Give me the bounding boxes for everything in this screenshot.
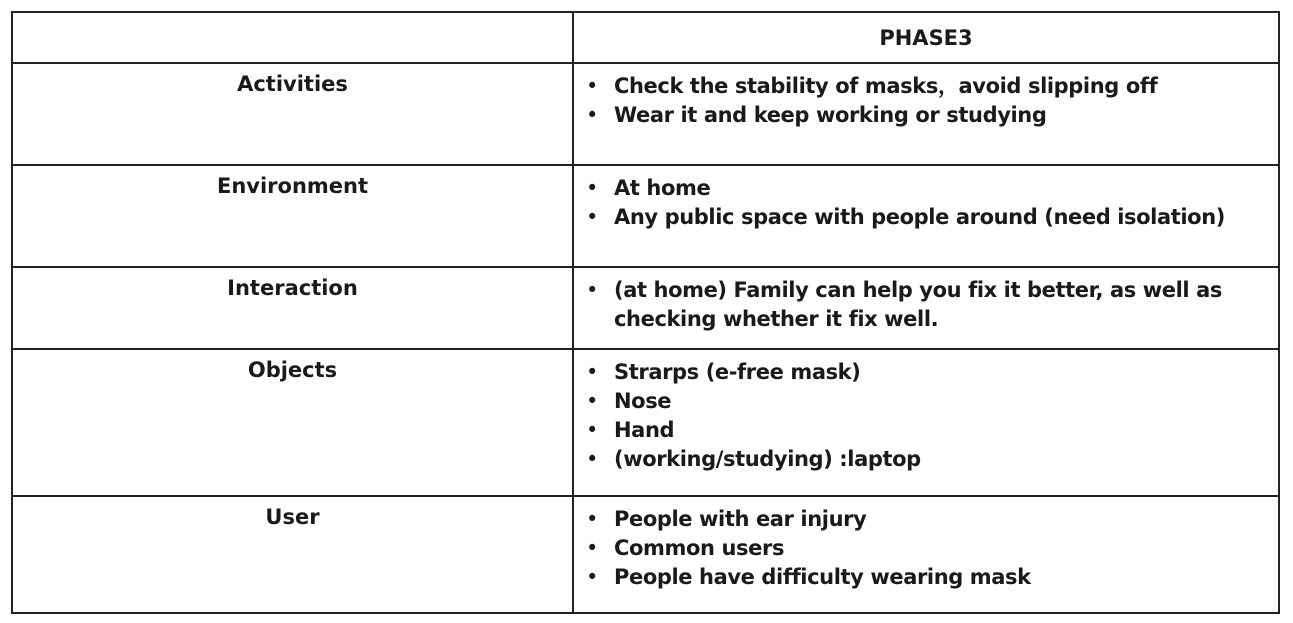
list-item: • Nose bbox=[586, 387, 1278, 416]
header-empty-cell bbox=[12, 12, 573, 63]
bullet-list bbox=[574, 505, 1278, 592]
row-content-interaction bbox=[573, 267, 1279, 349]
row-content-user bbox=[573, 496, 1279, 613]
row-content-objects bbox=[573, 349, 1279, 496]
row-content-environment bbox=[573, 165, 1279, 267]
list-item: • Wear it and keep working or studying bbox=[586, 101, 1278, 130]
phase-header: PHASE3 bbox=[573, 12, 1279, 63]
row-label-user: User bbox=[12, 496, 573, 613]
list-item: • Check the stability of masks，avoid slipping off bbox=[586, 72, 1278, 101]
table-row-interaction bbox=[12, 267, 1279, 349]
list-item: • People have difficulty wearing mask bbox=[586, 563, 1278, 592]
list-item: • Any public space with people around (need isolation) bbox=[586, 203, 1278, 232]
row-label-activities: Activities bbox=[12, 63, 573, 165]
table-row-objects bbox=[12, 349, 1279, 496]
list-item: • At home bbox=[586, 174, 1278, 203]
list-item: • People with ear injury bbox=[586, 505, 1278, 534]
header-row bbox=[12, 12, 1279, 63]
bullet-list bbox=[574, 174, 1278, 232]
aeiou-table bbox=[11, 11, 1280, 614]
row-label-interaction: Interaction bbox=[12, 267, 573, 349]
list-item: • (working/studying) :laptop bbox=[586, 445, 1278, 474]
row-content-activities bbox=[573, 63, 1279, 165]
list-item: • Strarps (e-free mask) bbox=[586, 358, 1278, 387]
list-item: • Common users bbox=[586, 534, 1278, 563]
row-label-environment: Environment bbox=[12, 165, 573, 267]
bullet-list bbox=[574, 72, 1278, 130]
bullet-list bbox=[574, 358, 1278, 474]
bullet-list bbox=[574, 276, 1278, 334]
list-item: • Hand bbox=[586, 416, 1278, 445]
table-row-environment bbox=[12, 165, 1279, 267]
table-row-user bbox=[12, 496, 1279, 613]
list-item: • (at home) Family can help you fix it better, as well as checking whether it fix well. bbox=[586, 276, 1278, 334]
table-row-activities bbox=[12, 63, 1279, 165]
row-label-objects: Objects bbox=[12, 349, 573, 496]
